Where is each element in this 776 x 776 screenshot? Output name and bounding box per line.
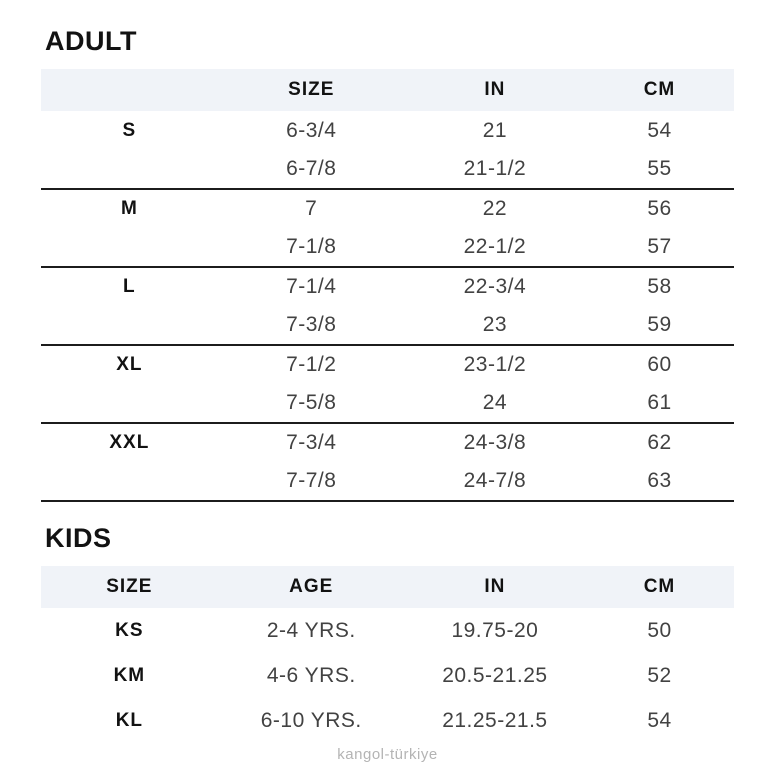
in-value: 20.5-21.25	[442, 663, 548, 687]
size-label: KS	[115, 619, 144, 641]
kids-col-in: IN	[484, 576, 506, 597]
in-value: 24-7/8	[463, 469, 527, 492]
cm-value: 52	[647, 663, 672, 687]
table-row	[41, 150, 734, 189]
kids-size-table	[41, 566, 734, 743]
kids-header-row	[41, 566, 734, 608]
cm-value: 58	[647, 275, 672, 298]
table-row	[41, 698, 734, 743]
in-value: 24-3/8	[463, 431, 527, 454]
table-row	[41, 267, 734, 306]
cm-value: 60	[647, 353, 672, 376]
adult-section-title: ADULT	[45, 26, 137, 56]
age-value: 6-10 YRS.	[260, 708, 362, 732]
cm-value: 61	[647, 391, 672, 414]
adult-size-table	[41, 69, 734, 502]
table-row	[41, 189, 734, 228]
adult-col-in: IN	[484, 79, 506, 100]
kids-col-cm: CM	[643, 576, 676, 597]
age-value: 2-4 YRS.	[266, 618, 356, 642]
size-label	[41, 150, 218, 189]
kids-col-age: AGE	[289, 576, 334, 597]
kids-section-title: KIDS	[45, 523, 112, 553]
adult-group-xxl	[41, 423, 734, 501]
size-label: M	[120, 198, 138, 219]
size-value: 7	[305, 197, 318, 220]
adult-col-label	[41, 69, 218, 111]
cm-value: 54	[647, 118, 672, 142]
cm-value: 54	[647, 708, 672, 732]
table-row	[41, 345, 734, 384]
cm-value: 59	[647, 313, 672, 336]
adult-group-m	[41, 189, 734, 267]
adult-group-xl	[41, 345, 734, 423]
table-row	[41, 423, 734, 462]
table-row	[41, 384, 734, 423]
in-value: 23-1/2	[463, 353, 527, 376]
in-value: 21.25-21.5	[442, 708, 548, 732]
size-label: L	[123, 276, 136, 297]
size-value: 6-3/4	[286, 118, 337, 142]
size-label	[41, 384, 218, 423]
cm-value: 62	[647, 431, 672, 454]
size-label: XL	[116, 354, 143, 375]
in-value: 23	[482, 313, 508, 336]
size-value: 7-3/4	[286, 431, 337, 454]
size-label: KL	[115, 709, 144, 731]
size-label	[41, 462, 218, 501]
adult-group-l	[41, 267, 734, 345]
kids-table-header	[41, 566, 734, 608]
table-row	[41, 608, 734, 653]
table-row	[41, 111, 734, 150]
in-value: 19.75-20	[451, 618, 539, 642]
in-value: 22-1/2	[463, 235, 527, 258]
adult-group-s	[41, 111, 734, 189]
size-value: 7-5/8	[286, 391, 337, 414]
table-row	[41, 228, 734, 267]
watermark-text: kangol-türkiye	[337, 746, 438, 763]
age-value: 4-6 YRS.	[266, 663, 356, 687]
adult-col-size: SIZE	[288, 79, 335, 100]
size-label	[41, 306, 218, 345]
size-value: 7-7/8	[286, 469, 337, 492]
table-row	[41, 653, 734, 698]
adult-header-row	[41, 69, 734, 111]
adult-table-header	[41, 69, 734, 111]
size-label: XXL	[109, 432, 150, 453]
in-value: 21	[482, 118, 508, 142]
cm-value: 63	[647, 469, 672, 492]
kids-col-size: SIZE	[106, 576, 153, 597]
size-label: KM	[113, 664, 146, 686]
adult-col-cm: CM	[643, 79, 676, 100]
size-value: 6-7/8	[286, 157, 337, 180]
cm-value: 55	[647, 157, 672, 180]
in-value: 21-1/2	[463, 157, 527, 180]
size-label	[41, 228, 218, 267]
size-value: 7-3/8	[286, 313, 337, 336]
cm-value: 50	[647, 618, 672, 642]
size-value: 7-1/2	[286, 353, 337, 376]
in-value: 22-3/4	[463, 275, 527, 298]
in-value: 22	[482, 197, 508, 220]
kids-table-body	[41, 608, 734, 743]
size-value: 7-1/4	[286, 275, 337, 298]
in-value: 24	[482, 391, 508, 414]
table-row	[41, 462, 734, 501]
size-label: S	[122, 119, 137, 141]
size-value: 7-1/8	[286, 235, 337, 258]
table-row	[41, 306, 734, 345]
cm-value: 56	[647, 197, 672, 220]
cm-value: 57	[647, 235, 672, 258]
